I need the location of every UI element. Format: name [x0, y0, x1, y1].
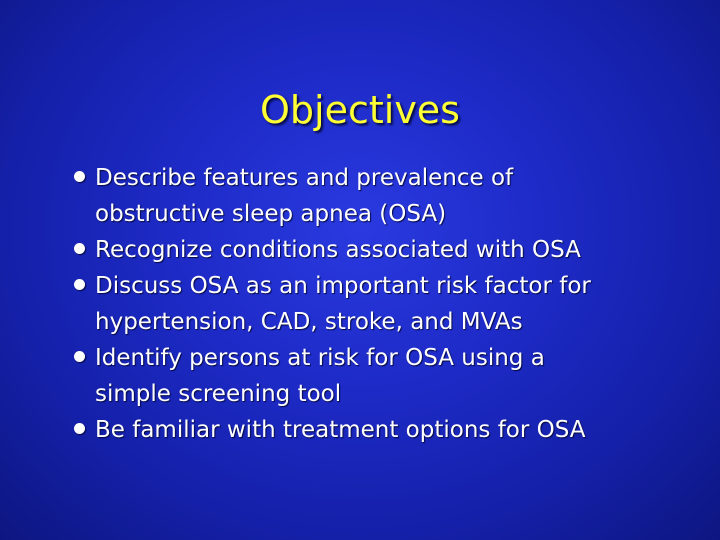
list-item — [74, 232, 674, 268]
list-item — [74, 412, 674, 448]
list-item — [74, 268, 674, 340]
objectives-list — [74, 160, 674, 448]
bullet-text: obstructive sleep apnea (OSA) — [95, 201, 447, 227]
bullet-icon — [74, 279, 85, 290]
bullet-icon — [74, 171, 85, 182]
bullet-icon — [74, 351, 85, 362]
bullet-icon — [74, 243, 85, 254]
bullet-text: simple screening tool — [95, 381, 342, 407]
bullet-text: Discuss OSA as an important risk factor for — [95, 273, 591, 299]
bullet-text: Identify persons at risk for OSA using a — [95, 345, 545, 371]
slide-title: Objectives — [260, 88, 460, 132]
list-item — [74, 160, 674, 232]
bullet-text: hypertension, CAD, stroke, and MVAs — [95, 309, 523, 335]
bullet-text: Describe features and prevalence of — [95, 165, 514, 191]
bullet-text: Be familiar with treatment options for OSA — [95, 417, 586, 443]
bullet-text: Recognize conditions associated with OSA — [95, 237, 581, 263]
list-item — [74, 340, 674, 412]
bullet-icon — [74, 423, 85, 434]
